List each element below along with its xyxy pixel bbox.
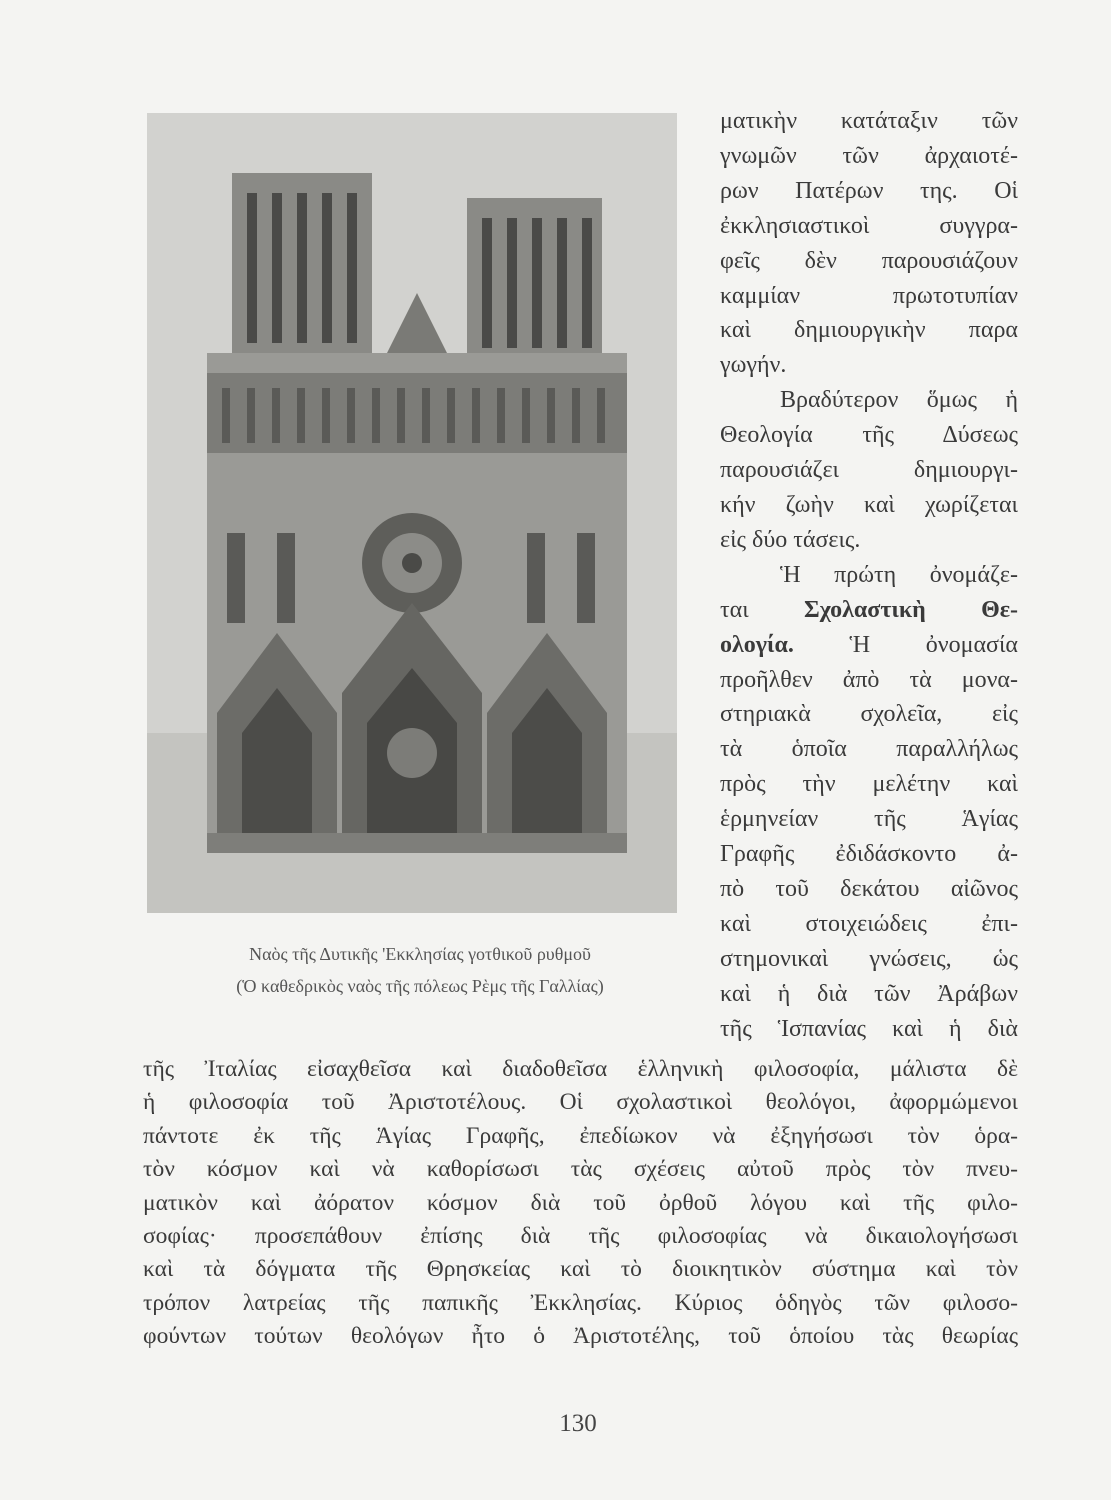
text-line: προῆλθεν ἀπὸ τὰ μονα- — [720, 666, 1018, 693]
text-line: στημονικαὶ γνώσεις, ὡς — [720, 945, 1018, 972]
text-line: φεῖς δὲν παρουσιάζουν — [720, 247, 1018, 274]
figure-caption — [140, 938, 700, 1002]
text-line: εἰς δύο τάσεις. — [720, 526, 861, 553]
text-line: πρὸς τὴν μελέτην καὶ — [720, 771, 1018, 798]
text-line: Βραδύτερον ὅμως ἡ — [780, 387, 1018, 414]
text-line: καὶ δημιουργικὴν παρα — [720, 317, 1018, 344]
text-line: καμμίαν πρωτοτυπίαν — [720, 282, 1018, 309]
text-line: τρόπον λατρείας τῆς παπικῆς Ἐκκλησίας. Κύριος ὁδηγὸς τῶν φιλοσο- — [143, 1289, 1018, 1316]
text-line: ἑρμηνείαν τῆς Ἁγίας — [720, 806, 1018, 833]
bold-term: ολογία. — [720, 631, 794, 658]
text-line: γνωμῶν τῶν ἀρχαιοτέ- — [720, 142, 1018, 169]
text-line: Γραφῆς ἐδιδάσκοντο ἀ- — [720, 841, 1018, 868]
text-fragment: ται — [720, 596, 749, 623]
cathedral-photo — [147, 113, 677, 913]
caption-line: Ναὸς τῆς Δυτικῆς 'Εκκλησίας γοτθικοῦ ρυθμοῦ — [249, 944, 591, 964]
text-line: παρουσιάζει δημιουργι- — [720, 457, 1018, 484]
bottom-paragraph — [143, 1053, 1018, 1354]
text-line: φούντων τούτων θεολόγων ἦτο ὁ Ἀριστοτέλης, τοῦ ὁποίου τὰς θεωρίας — [143, 1323, 1018, 1350]
text-line: ἡ φιλοσοφία τοῦ Ἀριστοτέλους. Οἱ σχολαστικοὶ θεολόγοι, ἀφορμώμενοι — [143, 1089, 1018, 1116]
text-line: τῆς Ἱσπανίας καὶ ἡ διὰ — [720, 1015, 1018, 1042]
text-line: καὶ ἡ διὰ τῶν Ἀράβων — [720, 980, 1018, 1007]
text-line: Θεολογία τῆς Δύσεως — [720, 422, 1018, 449]
caption-line: (Ὁ καθεδρικὸς ναὸς τῆς πόλεως Ρὲμς τῆς Γαλλίας) — [236, 976, 604, 996]
text-line: ματικὸν καὶ ἀόρατον κόσμον διὰ τοῦ ὀρθοῦ λόγου καὶ τῆς φιλο- — [143, 1189, 1018, 1216]
text-line: στηριακὰ σχολεῖα, εἰς — [720, 701, 1018, 728]
text-line: ἐκκλησιαστικοὶ συγγρα- — [720, 212, 1018, 239]
text-line: καὶ τὰ δόγματα τῆς Θρησκείας καὶ τὸ διοικητικὸν σύστημα καὶ τὸν — [143, 1256, 1018, 1283]
text-line: Ἡ πρώτη ὀνομάζε- — [780, 561, 1018, 588]
text-line: πάντοτε ἐκ τῆς Ἁγίας Γραφῆς, ἐπεδίωκον νὰ ἐξηγήσωσι τὸν ὁρα- — [143, 1122, 1018, 1149]
bold-term: Σχολαστικὴ Θε- — [804, 596, 1018, 623]
text-line: γωγήν. — [720, 352, 787, 379]
text-line: τὸν κόσμον καὶ νὰ καθορίσωσι τὰς σχέσεις αὐτοῦ πρὸς τὸν πνευ- — [143, 1156, 1018, 1183]
text-line: τὰ ὁποῖα παραλλήλως — [720, 736, 1018, 763]
page-number: 130 — [559, 1410, 597, 1437]
text-line: κήν ζωὴν καὶ χωρίζεται — [720, 491, 1018, 518]
text-line: πὸ τοῦ δεκάτου αἰῶνος — [720, 875, 1018, 902]
text-line — [720, 593, 1018, 628]
text-line: τῆς Ἰταλίας εἰσαχθεῖσα καὶ διαδοθεῖσα ἑλληνικὴ φιλοσοφία, μάλιστα δὲ — [143, 1056, 1018, 1082]
text-line: ματικὴν κατάταξιν τῶν — [720, 108, 1018, 134]
text-fragment: Ἡ ὀνομασία — [849, 631, 1018, 658]
text-line: καὶ στοιχειώδεις ἐπι- — [720, 910, 1018, 937]
right-text-column — [720, 104, 1018, 1046]
text-line: σοφίας· προσεπάθουν ἐπίσης διὰ τῆς φιλοσοφίας νὰ δικαιολογήσωσι — [143, 1223, 1018, 1250]
text-line: ρων Πατέρων της. Οἱ — [720, 177, 1018, 204]
text-line — [720, 628, 1018, 663]
